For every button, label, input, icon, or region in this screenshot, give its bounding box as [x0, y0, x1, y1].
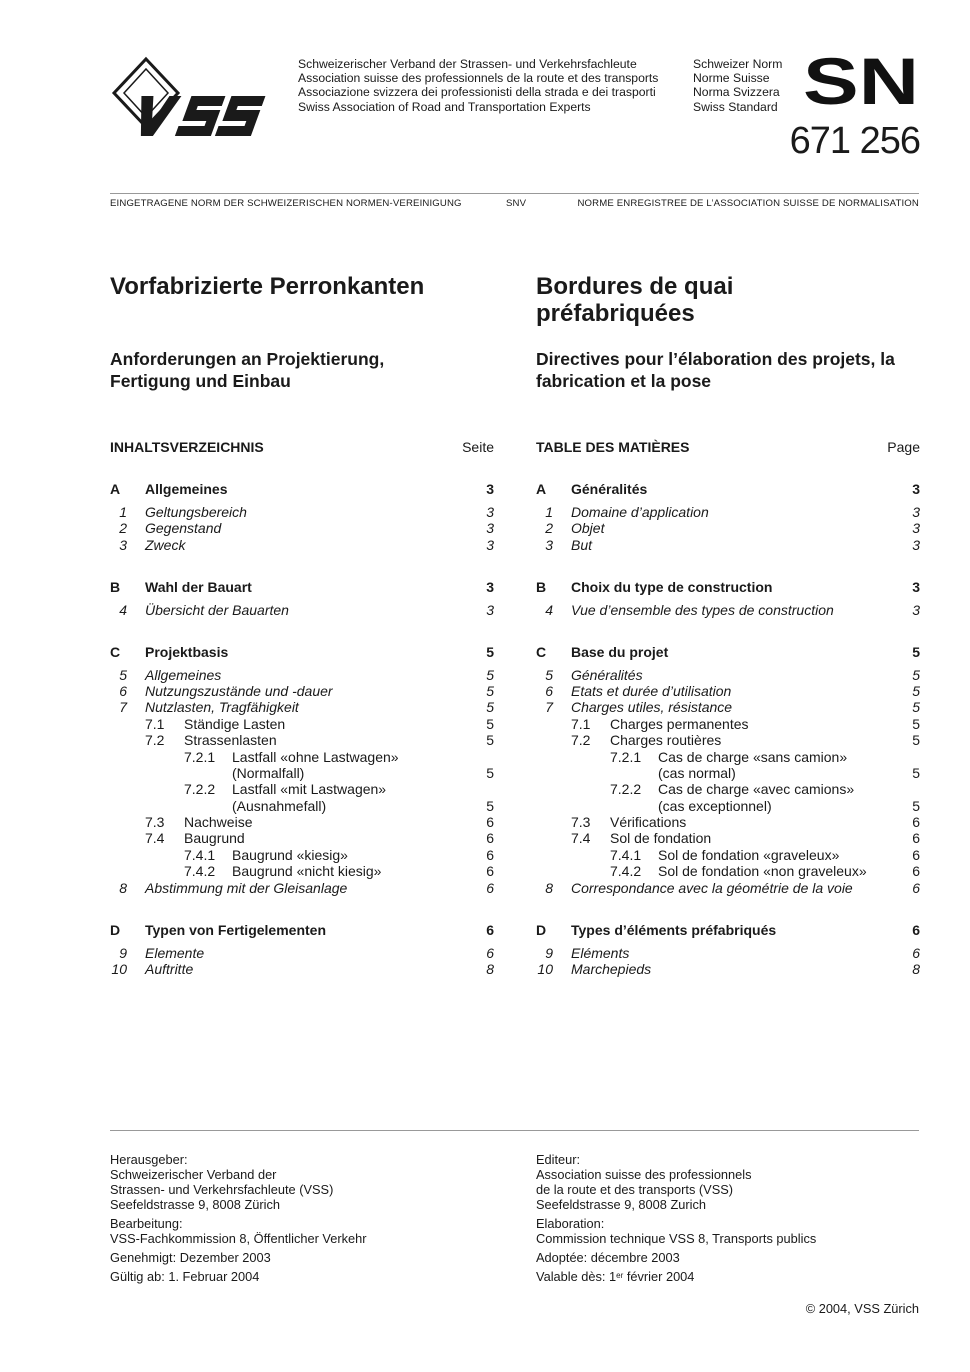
toc-number: 5 [545, 666, 553, 683]
toc-page: 3 [912, 520, 920, 537]
toc-entry [536, 781, 920, 797]
toc-page: 3 [486, 520, 494, 537]
toc-title: Baugrund «kiesig» [232, 846, 348, 863]
toc-spacer [536, 618, 920, 643]
norm-number: 671 256 [789, 120, 920, 162]
toc-title: Lastfall «ohne Lastwagen» [232, 748, 399, 765]
toc-title: Lastfall «mit Lastwagen» [232, 781, 387, 798]
toc-page: 6 [912, 944, 920, 961]
publisher-line: de la route et des transports (VSS) [536, 1182, 734, 1197]
toc-title: Eléments [571, 944, 630, 961]
toc-page: 6 [486, 846, 494, 863]
toc-number: 7.4.2 [184, 863, 216, 880]
toc-entry [110, 732, 494, 748]
toc-title: Correspondance avec la géométrie de la voie [571, 879, 853, 896]
toc-entry [536, 847, 920, 863]
toc-title: Elemente [145, 944, 205, 961]
valid-date: Valable dès: 1er février 2004 [536, 1269, 695, 1284]
footer-de [110, 1152, 510, 1288]
toc-number: 3 [545, 536, 553, 553]
toc-title: (Ausnahmefall) [232, 797, 327, 814]
toc-entry [536, 699, 920, 715]
toc-number: 5 [119, 666, 127, 683]
toc-page: 5 [912, 764, 920, 781]
toc-number: 7.1 [145, 715, 165, 732]
toc-entry [110, 602, 494, 618]
toc-number: 7.4.1 [610, 846, 642, 863]
subtitle-fr: Directives pour l’élaboration des projets, la fabrication et la pose [536, 349, 895, 391]
toc-section [536, 578, 920, 596]
toc-page: 3 [912, 578, 920, 595]
toc-entry [110, 699, 494, 715]
toc-title: Wahl der Bauart [145, 578, 252, 595]
toc-entry [110, 945, 494, 961]
toc-entry [536, 765, 920, 781]
toc-page: 3 [912, 601, 920, 618]
toc-title: Sol de fondation [610, 830, 712, 847]
toc-number: B [110, 578, 121, 595]
toc-title: Projektbasis [145, 643, 229, 660]
editing-text: VSS-Fachkommission 8, Öffentlicher Verkehr [110, 1231, 367, 1246]
toc-entry [110, 520, 494, 536]
title-de: Vorfabrizierte Perronkanten [110, 273, 425, 300]
sn-logo [802, 56, 920, 108]
toc-page: 5 [912, 666, 920, 683]
toc-number: 7.4.1 [184, 846, 216, 863]
toc-page: 5 [912, 797, 920, 814]
toc-title: But [571, 536, 593, 553]
toc-title: Baugrund [184, 830, 245, 847]
toc-title: Choix du type de construction [571, 578, 773, 595]
copyright: © 2004, VSS Zürich [805, 1301, 919, 1316]
toc-number: 1 [545, 504, 553, 520]
toc-entry [536, 961, 920, 977]
toc-number: 7.4 [145, 830, 165, 847]
toc-entry [536, 830, 920, 846]
toc-number: 3 [119, 536, 127, 553]
toc-title: Cas de charge «avec camions» [658, 781, 855, 798]
toc-spacer [536, 896, 920, 921]
toc-title: Auftritte [145, 960, 194, 977]
toc-label: TABLE DES MATIÈRES [536, 439, 690, 455]
toc-title: Typen von Fertigelementen [145, 921, 326, 938]
toc-page: 3 [486, 601, 494, 618]
toc-entry [536, 537, 920, 553]
toc-number: 10 [111, 960, 127, 977]
toc-entry [110, 798, 494, 814]
toc-title: Objet [571, 520, 605, 537]
toc-entry [536, 749, 920, 765]
publisher-line: Seefeldstrasse 9, 8008 Zürich [110, 1197, 281, 1212]
toc-entry [110, 781, 494, 797]
toc-number: B [536, 578, 547, 595]
toc-header [110, 439, 494, 459]
toc-number: 7.2.2 [610, 781, 642, 798]
toc-page: 5 [912, 732, 920, 749]
toc-title: Geltungsbereich [145, 504, 247, 520]
toc-entry [536, 798, 920, 814]
toc-number: 7.4 [571, 830, 591, 847]
toc-spacer [110, 618, 494, 643]
toc-number: 10 [537, 960, 553, 977]
publisher-line: Strassen- und Verkehrsfachleute (VSS) [110, 1182, 334, 1197]
toc-number: 9 [119, 944, 127, 961]
toc-number: 7.4.2 [610, 863, 642, 880]
toc-title: Ständige Lasten [184, 715, 286, 732]
toc-page: 8 [486, 960, 494, 977]
toc-entry [536, 880, 920, 896]
norm-line: Norme Suisse [693, 71, 770, 86]
toc-title: Vue d’ensemble des types de construction [571, 601, 834, 618]
toc-entry [110, 683, 494, 699]
title-fr: Bordures de quai préfabriquées [536, 273, 734, 327]
toc-entry [536, 732, 920, 748]
publisher-label: Herausgeber: [110, 1152, 188, 1167]
toc-title: Gegenstand [145, 520, 222, 537]
toc-entry [110, 537, 494, 553]
registered-norm-fr: NORME ENREGISTREE DE L’ASSOCIATION SUISSE DE NORMALISATION [577, 198, 919, 209]
publisher-line: Schweizerischer Verband der [110, 1167, 277, 1182]
toc-page: 5 [486, 732, 494, 749]
org-line: Association suisse des professionnels de la route et des transports [298, 71, 659, 86]
toc-entry [536, 863, 920, 879]
page-column-label: Page [887, 439, 920, 455]
toc-title: Cas de charge «sans camion» [658, 748, 848, 765]
toc-entry [110, 504, 494, 520]
toc-entry [110, 847, 494, 863]
toc-title: Charges routières [610, 732, 722, 749]
toc-title: Nutzungszustände und -dauer [145, 682, 333, 699]
toc-number: 4 [119, 601, 127, 618]
vss-logo [110, 56, 290, 140]
toc-entry [110, 961, 494, 977]
toc-number: D [110, 921, 121, 938]
norm-type-lines [693, 57, 782, 114]
org-line: Schweizerischer Verband der Strassen- und Verkehrsfachleute [298, 57, 637, 71]
toc-number: 7 [119, 699, 127, 716]
toc-number: 7.2 [571, 732, 591, 749]
toc-title: Charges permanentes [610, 715, 749, 732]
sn-logo-text: SN [803, 56, 919, 108]
toc-section [536, 643, 920, 661]
toc-number: 2 [119, 520, 127, 537]
toc-number: 7.2.1 [184, 748, 216, 765]
toc-entry [536, 520, 920, 536]
norm-line: Schweizer Norm [693, 57, 783, 71]
toc-title: Sol de fondation «non graveleux» [658, 863, 867, 880]
toc-section [536, 480, 920, 498]
toc-title: Nachweise [184, 814, 253, 831]
toc-title: Marchepieds [571, 960, 652, 977]
toc-entry [110, 863, 494, 879]
toc-page: 6 [912, 879, 920, 896]
page-column-label: Seite [462, 439, 494, 455]
toc-page: 6 [912, 846, 920, 863]
toc-page: 6 [486, 830, 494, 847]
toc-entry [536, 716, 920, 732]
toc-page: 6 [912, 921, 920, 938]
toc-page: 6 [486, 921, 494, 938]
toc-number: A [536, 481, 547, 497]
publisher-label: Editeur: [536, 1152, 581, 1167]
toc-label: INHALTSVERZEICHNIS [110, 439, 264, 455]
publisher-line: Association suisse des professionnels [536, 1167, 752, 1182]
toc-entry [110, 880, 494, 896]
toc-title: Allgemeines [145, 481, 228, 497]
toc-number: A [110, 481, 121, 497]
toc-page: 3 [486, 481, 494, 497]
toc-entry [110, 716, 494, 732]
footer-fr [536, 1152, 936, 1288]
toc-title: Etats et durée d’utilisation [571, 682, 732, 699]
toc-number: 7.2.1 [610, 748, 642, 765]
toc-title: Abstimmung mit der Gleisanlage [145, 879, 348, 896]
toc-number: C [536, 643, 547, 660]
toc-number: 7.2.2 [184, 781, 216, 798]
toc-title: (cas exceptionnel) [658, 797, 772, 814]
toc-page: 3 [912, 504, 920, 520]
toc-page: 6 [912, 814, 920, 831]
org-line: Associazione svizzera dei professionisti della strada e dei trasporti [298, 85, 656, 100]
toc-page: 6 [486, 814, 494, 831]
toc-page: 5 [486, 764, 494, 781]
toc-page: 3 [486, 504, 494, 520]
toc-section [536, 921, 920, 939]
org-line: Swiss Association of Road and Transportation Experts [298, 99, 591, 114]
norm-line: Norma Svizzera [693, 85, 780, 100]
toc-page: 8 [912, 960, 920, 977]
toc-title: (cas normal) [658, 764, 736, 781]
toc-page: 3 [912, 536, 920, 553]
toc-number: D [536, 921, 547, 938]
toc-title: (Normalfall) [232, 764, 305, 781]
subtitle-de: Anforderungen an Projektierung, Fertigung und Einbau [110, 349, 385, 391]
toc-page: 5 [486, 797, 494, 814]
toc-number: 7.1 [571, 715, 591, 732]
organisation-names [298, 57, 658, 114]
toc-page: 3 [912, 481, 920, 497]
toc-fr [536, 439, 920, 977]
toc-spacer [110, 553, 494, 578]
toc-entry [536, 814, 920, 830]
toc-section [110, 578, 494, 596]
toc-entry [536, 504, 920, 520]
toc-entry [110, 814, 494, 830]
header-divider [110, 193, 919, 194]
toc-number: C [110, 643, 121, 660]
toc-page: 5 [912, 699, 920, 716]
valid-date: Gültig ab: 1. Februar 2004 [110, 1269, 260, 1284]
toc-page: 3 [486, 578, 494, 595]
toc-header [536, 439, 920, 459]
toc-entry [110, 830, 494, 846]
editing-label: Elaboration: [536, 1216, 605, 1231]
toc-spacer [536, 553, 920, 578]
toc-page: 5 [486, 715, 494, 732]
toc-title: Baugrund «nicht kiesig» [232, 863, 382, 880]
toc-page: 5 [912, 715, 920, 732]
toc-entry [110, 765, 494, 781]
toc-title: Vérifications [610, 814, 687, 831]
toc-entry [536, 945, 920, 961]
toc-title: Nutzlasten, Tragfähigkeit [145, 699, 299, 716]
toc-title: Base du projet [571, 643, 669, 660]
registered-norm-de: EINGETRAGENE NORM DER SCHWEIZERISCHEN NORMEN-VEREINIGUNG [110, 198, 462, 209]
norm-line: Swiss Standard [693, 99, 778, 114]
toc-number: 7.3 [571, 814, 591, 831]
toc-section [110, 643, 494, 661]
approved-date: Adoptée: décembre 2003 [536, 1250, 680, 1265]
toc-page: 5 [912, 643, 920, 660]
toc-section [110, 480, 494, 498]
toc-page: 5 [486, 682, 494, 699]
editing-label: Bearbeitung: [110, 1216, 183, 1231]
toc-page: 6 [486, 863, 494, 880]
toc-title: Généralités [571, 666, 643, 683]
toc-title: Charges utiles, résistance [571, 699, 733, 716]
toc-title: Übersicht der Bauarten [145, 601, 289, 618]
toc-number: 6 [119, 682, 127, 699]
toc-page: 5 [486, 699, 494, 716]
toc-de [110, 439, 494, 977]
toc-title: Types d’éléments préfabriqués [571, 921, 777, 938]
toc-section [110, 921, 494, 939]
registered-norm-snv: SNV [506, 198, 527, 209]
toc-page: 3 [486, 536, 494, 553]
publisher-line: Seefeldstrasse 9, 8008 Zurich [536, 1197, 707, 1212]
toc-title: Sol de fondation «graveleux» [658, 846, 840, 863]
editing-text: Commission technique VSS 8, Transports publics [536, 1231, 817, 1246]
toc-number: 8 [119, 879, 127, 896]
toc-entry [536, 667, 920, 683]
footer-divider [110, 1130, 919, 1131]
toc-title: Allgemeines [145, 666, 222, 683]
toc-title: Strassenlasten [184, 732, 277, 749]
toc-number: 2 [545, 520, 553, 537]
toc-number: 1 [119, 504, 127, 520]
toc-title: Zweck [145, 536, 186, 553]
toc-page: 5 [912, 682, 920, 699]
toc-number: 6 [545, 682, 553, 699]
toc-page: 6 [486, 944, 494, 961]
toc-spacer [110, 896, 494, 921]
toc-page: 6 [486, 879, 494, 896]
toc-entry [536, 602, 920, 618]
toc-number: 8 [545, 879, 553, 896]
toc-number: 7.3 [145, 814, 165, 831]
toc-entry [110, 667, 494, 683]
toc-page: 5 [486, 666, 494, 683]
toc-number: 7 [545, 699, 553, 716]
toc-page: 6 [912, 830, 920, 847]
approved-date: Genehmigt: Dezember 2003 [110, 1250, 271, 1265]
toc-title: Domaine d’application [571, 504, 709, 520]
toc-number: 9 [545, 944, 553, 961]
toc-number: 4 [545, 601, 553, 618]
toc-page: 5 [486, 643, 494, 660]
toc-number: 7.2 [145, 732, 165, 749]
toc-entry [110, 749, 494, 765]
toc-page: 6 [912, 863, 920, 880]
toc-entry [536, 683, 920, 699]
toc-title: Généralités [571, 481, 648, 497]
